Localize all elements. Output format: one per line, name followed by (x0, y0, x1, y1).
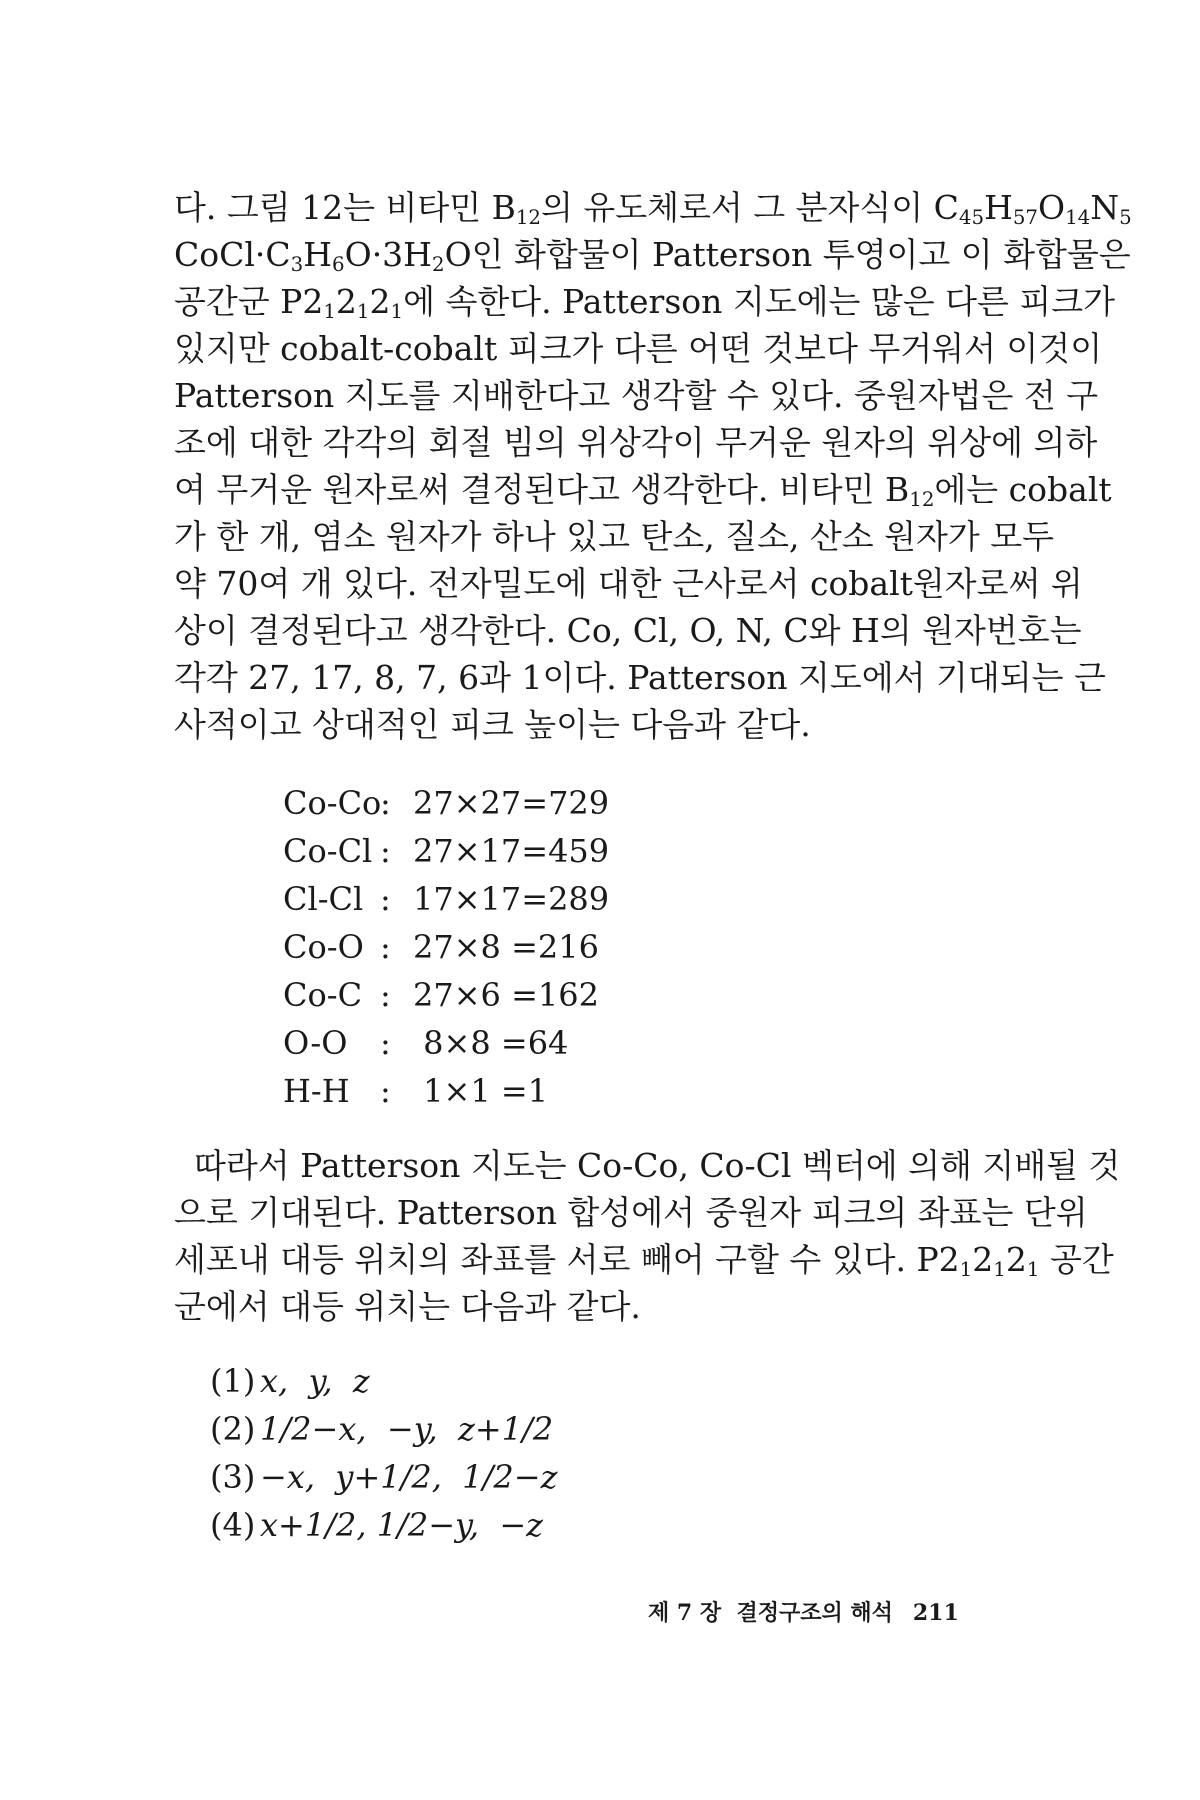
atom-pair: Co-Cl (283, 832, 373, 870)
paragraph-line: 조에 대한 각각의 회절 빔의 위상각이 무거운 원자의 위상에 의하 (174, 423, 1098, 462)
colon: : (380, 784, 391, 822)
colon: : (380, 880, 391, 918)
atom-pair: Co-Co (283, 784, 382, 822)
paragraph-line: 약 70여 개 있다. 전자밀도에 대한 근사로서 cobalt원자로써 위 (174, 564, 1083, 603)
atom-pair: H-H (283, 1072, 350, 1110)
atom-pair: Co-O (283, 928, 364, 966)
peak-value: 27×27=729 (413, 784, 610, 822)
peak-value: 17×17=289 (413, 880, 610, 918)
page-footer (648, 1598, 959, 1628)
atom-pair: Cl-Cl (283, 880, 364, 918)
paragraph-line: 따라서 Patterson 지도는 Co-Co, Co-Cl 벡터에 의해 지배될 것 (194, 1146, 1121, 1185)
colon: : (380, 976, 391, 1014)
paragraph-line: Patterson 지도를 지배한다고 생각할 수 있다. 중원자법은 전 구 (174, 376, 1099, 415)
position-coords: −x, y+1/2, 1/2−z (260, 1458, 558, 1496)
paragraph-line: $CoCl\cdot C_3H_6O\cdot 3H_2O$인 화합물이 Patterson 투영이고 이 화합물은 (174, 235, 1131, 276)
paragraph-line: 각각 27, 17, 8, 7, 6과 1이다. Patterson 지도에서 기대되는 근 (174, 658, 1106, 697)
position-coords: 1/2−x, −y, z+1/2 (260, 1410, 554, 1448)
page-number: 211 (912, 1600, 959, 1626)
paragraph-line: 공간군 $P2_12_12_1$에 속한다. Patterson 지도에는 많은 다른 피크가 (174, 282, 1115, 323)
paragraph-line: 여 무거운 원자로써 결정된다고 생각한다. 비타민 $B_{12}$에는 cobalt (174, 470, 1112, 511)
position-number: (4) (210, 1506, 256, 1544)
paragraph-line: 상이 결정된다고 생각한다. Co, Cl, O, N, C와 H의 원자번호는 (174, 611, 1082, 650)
peak-value: 27×8 =216 (413, 928, 599, 966)
paragraph-line: 다. 그림 12는 비타민 $B_{12}$의 유도체로서 그 분자식이 $C_{45}H_{57}O_{14}N_5$ (174, 188, 1132, 229)
colon: : (380, 1024, 391, 1062)
peak-value: 27×6 =162 (413, 976, 599, 1014)
peak-value: 8×8 =64 (413, 1024, 569, 1062)
paragraph-line: 가 한 개, 염소 원자가 하나 있고 탄소, 질소, 산소 원자가 모두 (174, 517, 1055, 556)
position-number: (2) (210, 1410, 256, 1448)
peak-value: 27×17=459 (413, 832, 610, 870)
position-number: (1) (210, 1362, 256, 1400)
paragraph-line: 으로 기대된다. Patterson 합성에서 중원자 피크의 좌표는 단위 (174, 1193, 1088, 1232)
colon: : (380, 832, 391, 870)
peak-value: 1×1 =1 (413, 1072, 549, 1110)
paragraph-line: 세포내 대등 위치의 좌표를 서로 빼어 구할 수 있다. $P2_12_12_1$ 공간 (174, 1240, 1114, 1281)
paragraph-line: 있지만 cobalt-cobalt 피크가 다른 어떤 것보다 무거워서 이것이 (174, 329, 1103, 368)
atom-pair: Co-C (283, 976, 363, 1014)
chapter-title: 제 7 장 결정구조의 해석 (648, 1600, 893, 1626)
position-coords: x, y, z (260, 1362, 370, 1400)
paragraph-line: 사적이고 상대적인 피크 높이는 다음과 같다. (174, 705, 811, 744)
position-number: (3) (210, 1458, 256, 1496)
position-coords: x+1/2, 1/2−y, −z (260, 1506, 544, 1544)
atom-pair: O-O (283, 1024, 348, 1062)
colon: : (380, 928, 391, 966)
paragraph-line: 군에서 대등 위치는 다음과 같다. (174, 1287, 641, 1326)
colon: : (380, 1072, 391, 1110)
